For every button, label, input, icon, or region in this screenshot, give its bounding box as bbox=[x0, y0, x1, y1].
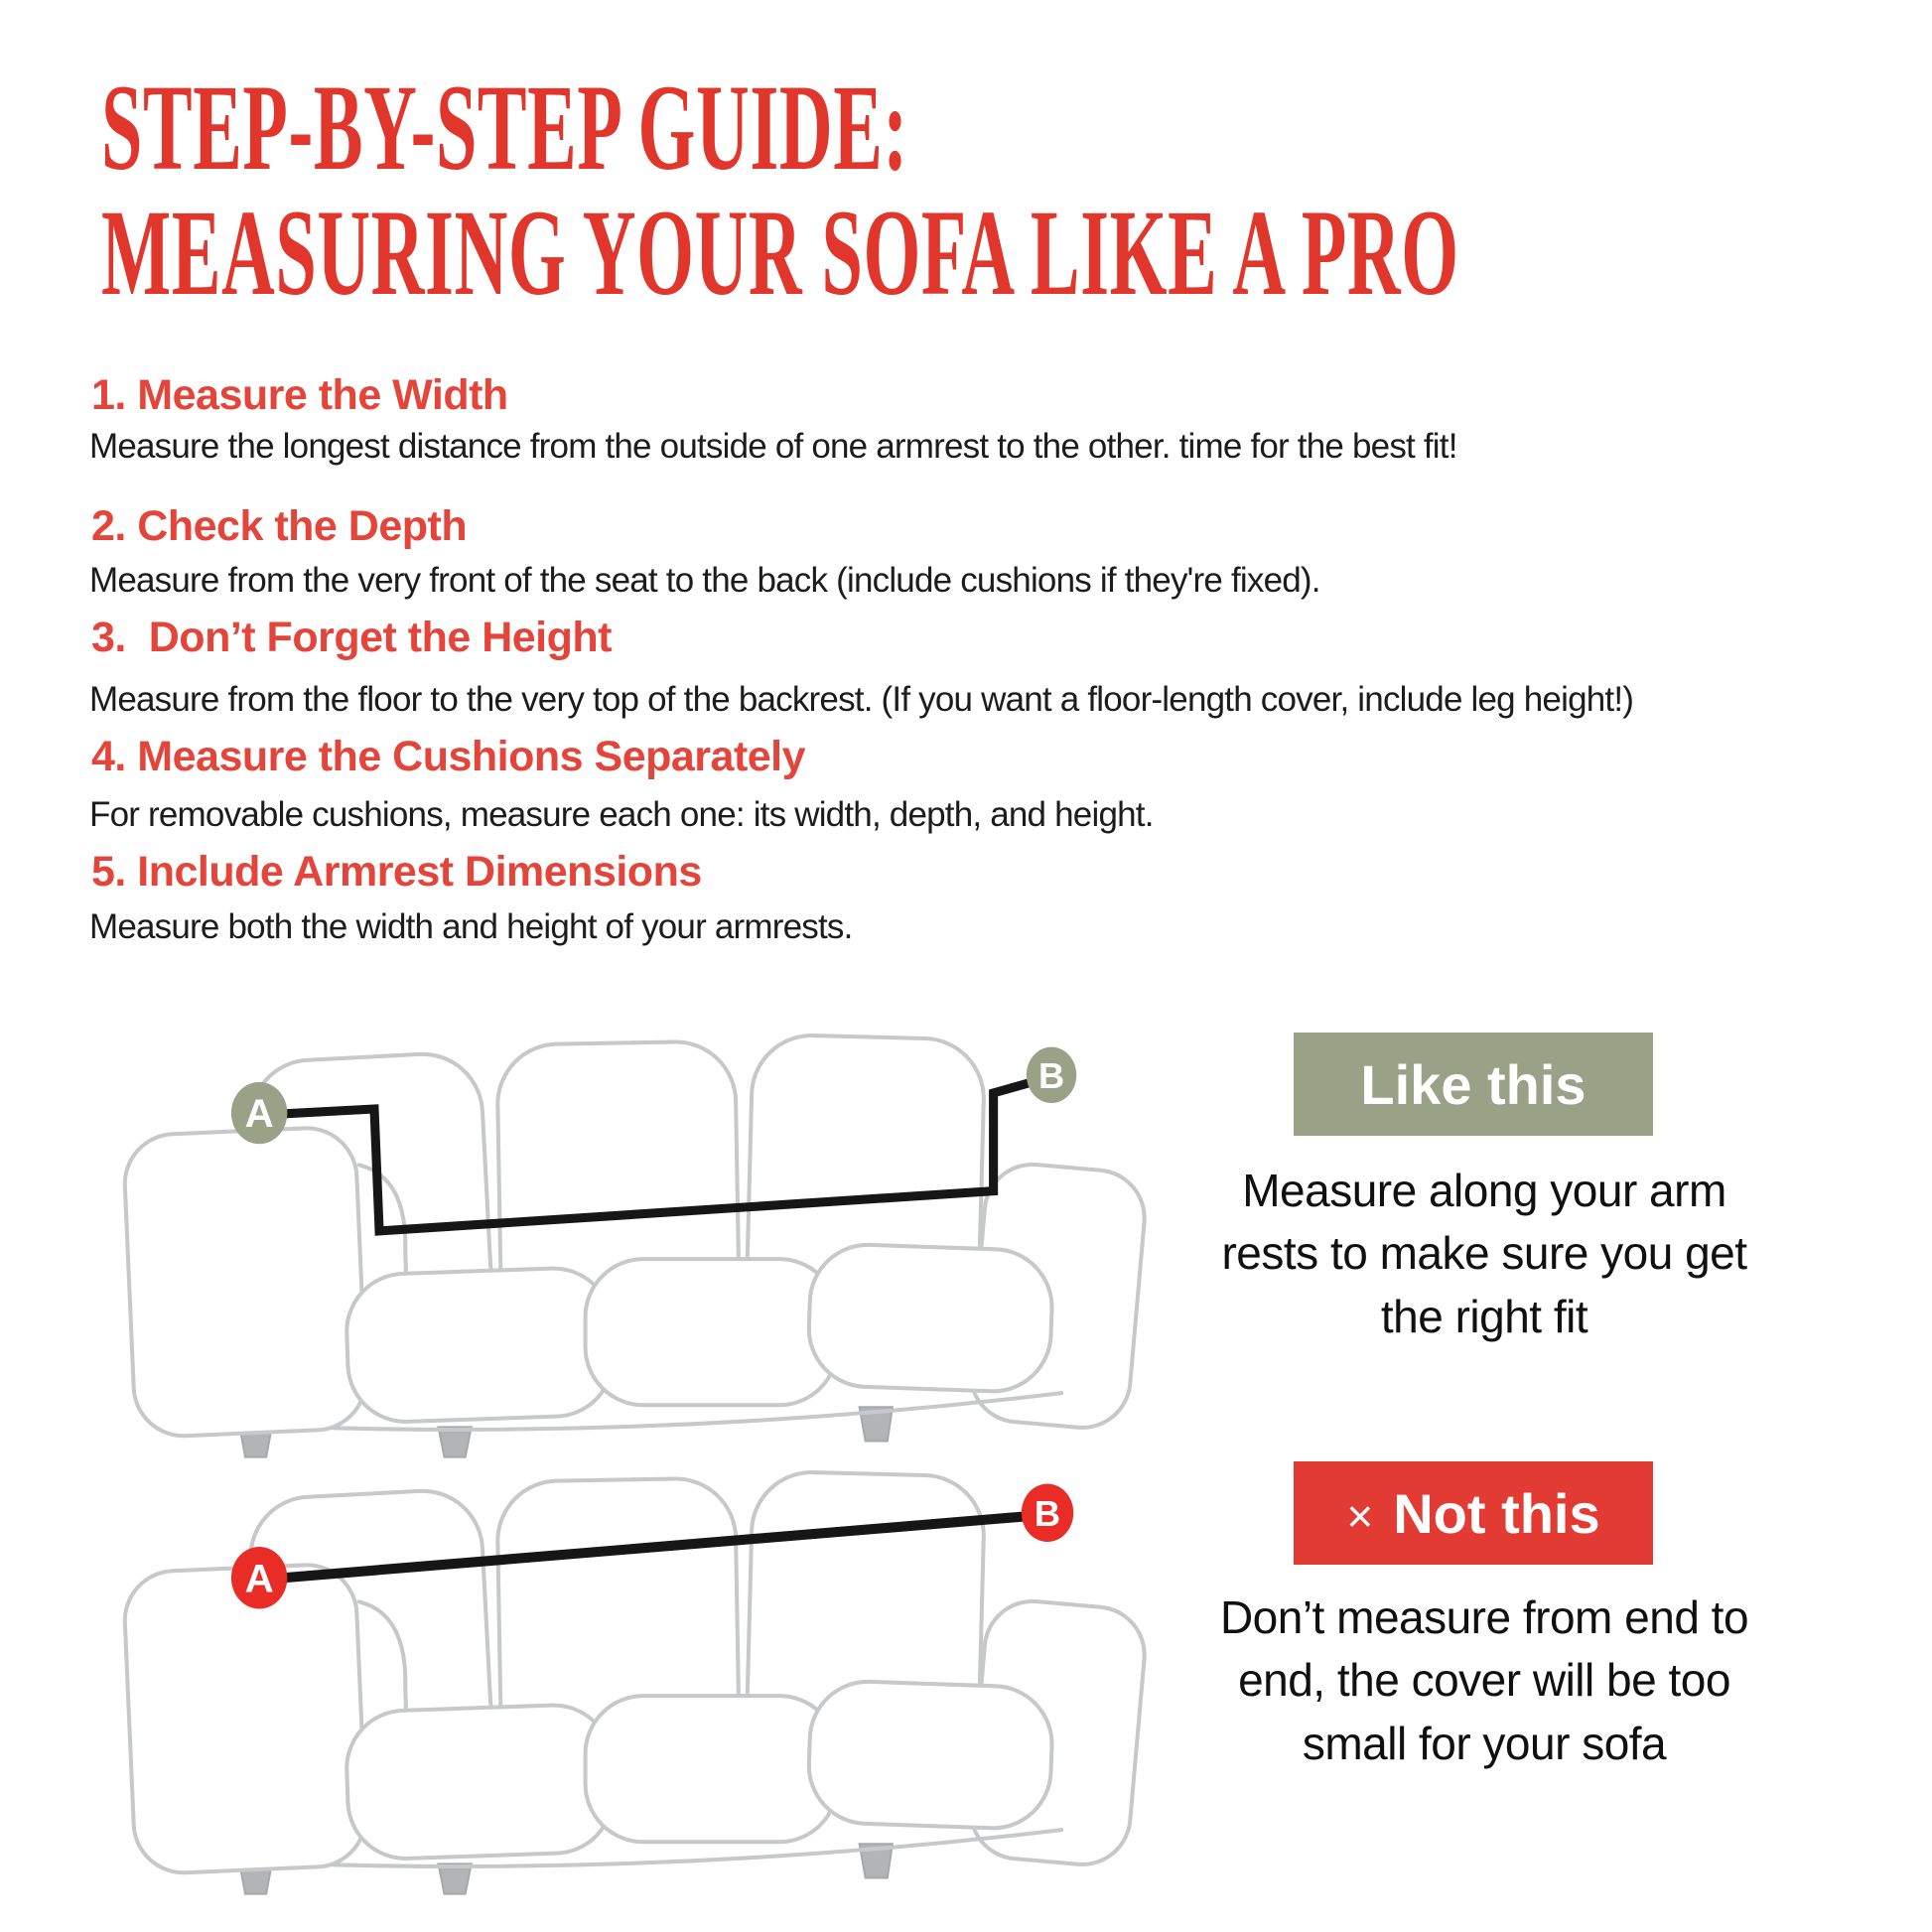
not-this-caption: Don’t measure from end to end, the cover will be too small for your sofa bbox=[1219, 1591, 1749, 1769]
like-this-caption: Measure along your arm rests to make sure you get the right fit bbox=[1221, 1165, 1747, 1342]
sofa-incorrect-illustration bbox=[107, 1455, 1177, 1896]
page-title-line-2: MEASURING YOUR SOFA LIKE A PRO bbox=[101, 185, 1459, 322]
marker-a-correct bbox=[231, 1082, 287, 1144]
step-3-body: Measure from the floor to the very top of the backrest. (If you want a floor-length cover, include leg height!) bbox=[89, 680, 1634, 719]
step-3-heading: 3. Don’t Forget the Height bbox=[91, 614, 612, 661]
x-icon: × bbox=[1346, 1490, 1374, 1542]
page-title bbox=[101, 60, 1459, 322]
step-1-heading: 1. Measure the Width bbox=[91, 371, 508, 419]
step-4-body: For removable cushions, measure each one: its width, depth, and height. bbox=[89, 795, 1154, 834]
svg-text:A: A bbox=[244, 1556, 274, 1601]
marker-b-incorrect bbox=[1022, 1484, 1073, 1542]
step-2-body: Measure from the very front of the seat to the back (include cushions if they're fixed). bbox=[89, 561, 1320, 600]
step-5-body: Measure both the width and height of your armrests. bbox=[89, 907, 853, 946]
like-this-badge bbox=[1294, 1033, 1653, 1136]
marker-a-incorrect bbox=[231, 1547, 287, 1608]
marker-b-correct bbox=[1027, 1047, 1076, 1103]
sofa-outline bbox=[123, 1470, 1149, 1874]
like-this-badge-label: Like this bbox=[1360, 1052, 1587, 1116]
page-title-line-1: STEP-BY-STEP GUIDE: bbox=[101, 60, 908, 196]
svg-text:A: A bbox=[244, 1091, 274, 1137]
step-2-heading: 2. Check the Depth bbox=[91, 502, 468, 550]
step-4-heading: 4. Measure the Cushions Separately bbox=[91, 733, 806, 780]
step-5-heading: 5. Include Armrest Dimensions bbox=[91, 848, 702, 896]
not-this-badge-label: Not this bbox=[1393, 1481, 1600, 1545]
step-1-body: Measure the longest distance from the outside of one armrest to the other. time for the best fit! bbox=[89, 427, 1457, 466]
svg-text:B: B bbox=[1037, 1054, 1065, 1096]
sofa-correct-illustration bbox=[107, 1019, 1177, 1459]
svg-text:B: B bbox=[1034, 1492, 1061, 1534]
not-this-badge bbox=[1294, 1461, 1653, 1565]
